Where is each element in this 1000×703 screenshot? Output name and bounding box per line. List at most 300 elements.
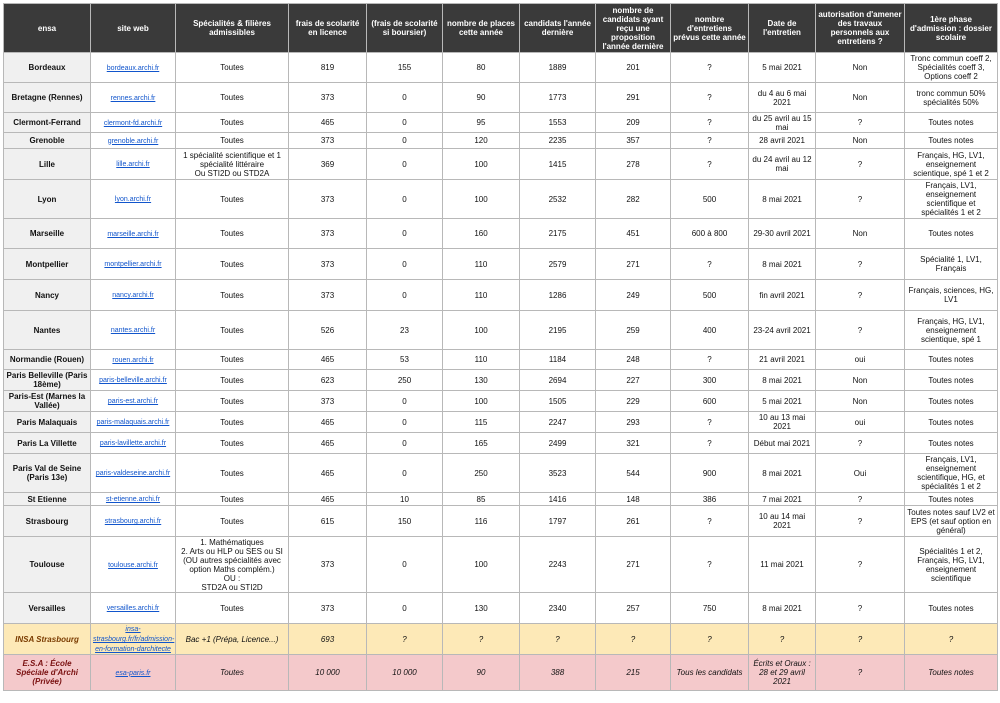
table-cell: 2532	[520, 180, 596, 219]
table-cell: ?	[596, 624, 671, 655]
table-cell: 130	[443, 593, 520, 624]
school-name: Normandie (Rouen)	[4, 350, 91, 370]
table-cell: ?	[816, 433, 905, 454]
table-cell: Toutes	[176, 280, 289, 311]
table-cell: 11 mai 2021	[749, 537, 816, 593]
table-cell: 248	[596, 350, 671, 370]
table-row	[4, 53, 998, 83]
table-cell: 465	[289, 493, 367, 506]
school-name: E.S.A : École Spéciale d'Archi (Privée)	[4, 655, 91, 691]
table-cell: 373	[289, 537, 367, 593]
table-cell: 373	[289, 391, 367, 412]
table-cell: 0	[367, 537, 443, 593]
website-link[interactable]: rouen.archi.fr	[112, 356, 154, 364]
table-cell: ?	[816, 655, 905, 691]
website-cell	[91, 454, 176, 493]
table-cell: Toutes	[176, 350, 289, 370]
table-cell: 819	[289, 53, 367, 83]
table-cell: 229	[596, 391, 671, 412]
table-cell: 500	[671, 180, 749, 219]
table-cell: 373	[289, 83, 367, 113]
header-row	[4, 4, 998, 53]
table-cell: 2247	[520, 412, 596, 433]
column-header: (frais de scolarité si boursier)	[367, 4, 443, 53]
table-cell: Toutes	[176, 113, 289, 133]
table-cell: ?	[816, 506, 905, 537]
school-name: Paris Malaquais	[4, 412, 91, 433]
table-cell: tronc commun 50% spécialités 50%	[905, 83, 998, 113]
website-cell	[91, 133, 176, 149]
website-cell	[91, 219, 176, 249]
table-cell: ?	[367, 624, 443, 655]
table-cell: 0	[367, 133, 443, 149]
column-header: autorisation d'amener des travaux personnels aux entretiens ?	[816, 4, 905, 53]
table-cell: ?	[671, 350, 749, 370]
website-link[interactable]: clermont-fd.archi.fr	[103, 119, 163, 127]
table-cell: ?	[816, 624, 905, 655]
table-cell: Toutes notes	[905, 133, 998, 149]
table-cell: 2694	[520, 370, 596, 391]
table-cell: 53	[367, 350, 443, 370]
table-cell: Français, HG, LV1, enseignement scientique, spé 1	[905, 311, 998, 350]
table-cell: 10	[367, 493, 443, 506]
table-cell: Toutes	[176, 655, 289, 691]
school-name: Clermont-Ferrand	[4, 113, 91, 133]
website-cell	[91, 412, 176, 433]
website-cell	[91, 350, 176, 370]
website-link[interactable]: paris-belleville.archi.fr	[99, 377, 167, 384]
table-cell: 1. Mathématiques 2. Arts ou HLP ou SES ou SI (OU autres spécialités avec option Maths complém.) OU : STD2A ou STI2D	[176, 537, 289, 593]
table-cell: 0	[367, 180, 443, 219]
table-cell: 2243	[520, 537, 596, 593]
table-cell: 85	[443, 493, 520, 506]
table-cell: 271	[596, 537, 671, 593]
table-cell: Français, sciences, HG, LV1	[905, 280, 998, 311]
school-name: Grenoble	[4, 133, 91, 149]
table-cell: 544	[596, 454, 671, 493]
school-name: Lille	[4, 149, 91, 180]
table-cell: 2235	[520, 133, 596, 149]
table-cell: 0	[367, 83, 443, 113]
table-cell: 321	[596, 433, 671, 454]
table-cell: 130	[443, 370, 520, 391]
table-cell: Toutes	[176, 180, 289, 219]
table-cell: ?	[816, 280, 905, 311]
table-cell: 3523	[520, 454, 596, 493]
website-link[interactable]: bordeaux.archi.fr	[106, 64, 160, 72]
school-name: Paris Val de Seine (Paris 13e)	[4, 454, 91, 493]
table-cell: Toutes	[176, 133, 289, 149]
table-cell: 259	[596, 311, 671, 350]
table-cell: Toutes notes sauf LV2 et EPS (et sauf option en général)	[905, 506, 998, 537]
school-name: Nantes	[4, 311, 91, 350]
table-cell: Toutes	[176, 433, 289, 454]
table-cell: 100	[443, 537, 520, 593]
table-cell: Toutes notes	[905, 412, 998, 433]
table-cell: Spécialité 1, LV1, Français	[905, 249, 998, 280]
table-cell: 0	[367, 412, 443, 433]
table-cell: Toutes	[176, 391, 289, 412]
website-cell	[91, 370, 176, 391]
table-cell: 373	[289, 180, 367, 219]
table-cell: 23-24 avril 2021	[749, 311, 816, 350]
table-cell: 90	[443, 83, 520, 113]
column-header: 1ère phase d'admission : dossier scolaire	[905, 4, 998, 53]
table-cell: Bac +1 (Prépa, Licence...)	[176, 624, 289, 655]
column-header: nombre d'entretiens prévus cette année	[671, 4, 749, 53]
table-cell: 271	[596, 249, 671, 280]
table-cell: 160	[443, 219, 520, 249]
table-cell: 215	[596, 655, 671, 691]
table-cell: 386	[671, 493, 749, 506]
table-cell: 373	[289, 133, 367, 149]
table-cell: 90	[443, 655, 520, 691]
table-cell: Français, HG, LV1, enseignement scientique, spé 1 et 2	[905, 149, 998, 180]
school-name: St Etienne	[4, 493, 91, 506]
table-cell: Toutes notes	[905, 219, 998, 249]
table-cell: Toutes	[176, 506, 289, 537]
table-cell: 110	[443, 249, 520, 280]
table-cell: 465	[289, 454, 367, 493]
table-cell: ?	[671, 133, 749, 149]
table-cell: 600	[671, 391, 749, 412]
website-link[interactable]: lille.archi.fr	[116, 161, 150, 168]
table-cell: 8 mai 2021	[749, 180, 816, 219]
website-link[interactable]: paris-malaquais.archi.fr	[96, 419, 170, 426]
table-cell: 95	[443, 113, 520, 133]
table-cell: ?	[671, 537, 749, 593]
table-cell: ?	[816, 180, 905, 219]
website-link[interactable]: esa-paris.fr	[115, 669, 151, 677]
website-cell	[91, 149, 176, 180]
table-cell: 261	[596, 506, 671, 537]
table-cell: Toutes	[176, 493, 289, 506]
table-cell: Toutes notes	[905, 593, 998, 624]
table-cell: Tous les candidats	[671, 655, 749, 691]
table-cell: 148	[596, 493, 671, 506]
column-header: Spécialités & filières admissibles	[176, 4, 289, 53]
school-name: Lyon	[4, 180, 91, 219]
column-header: Date de l'entretien	[749, 4, 816, 53]
table-cell: 80	[443, 53, 520, 83]
table-cell: 5 mai 2021	[749, 391, 816, 412]
table-cell: 0	[367, 280, 443, 311]
table-cell: 155	[367, 53, 443, 83]
table-cell: du 4 au 6 mai 2021	[749, 83, 816, 113]
table-cell: Toutes	[176, 454, 289, 493]
table-cell: 693	[289, 624, 367, 655]
table-cell: 373	[289, 593, 367, 624]
school-name: Paris Belleville (Paris 18ème)	[4, 370, 91, 391]
school-name: Bordeaux	[4, 53, 91, 83]
school-name: Strasbourg	[4, 506, 91, 537]
table-cell: 465	[289, 113, 367, 133]
table-cell: ?	[671, 624, 749, 655]
table-cell: 100	[443, 391, 520, 412]
table-cell: ?	[905, 624, 998, 655]
table-cell: fin avril 2021	[749, 280, 816, 311]
table-row	[4, 113, 998, 133]
table-cell: 8 mai 2021	[749, 370, 816, 391]
table-cell: 282	[596, 180, 671, 219]
table-row	[4, 249, 998, 280]
table-cell: Toutes notes	[905, 113, 998, 133]
table-cell: 2175	[520, 219, 596, 249]
table-cell: 10 au 13 mai 2021	[749, 412, 816, 433]
table-cell: 1286	[520, 280, 596, 311]
table-cell: ?	[749, 624, 816, 655]
table-cell: du 24 avril au 12 mai	[749, 149, 816, 180]
table-cell: 1553	[520, 113, 596, 133]
table-cell: 465	[289, 350, 367, 370]
table-cell: 23	[367, 311, 443, 350]
table-cell: Non	[816, 391, 905, 412]
table-cell: 1416	[520, 493, 596, 506]
school-name: Paris La Villette	[4, 433, 91, 454]
table-cell: Français, LV1, enseignement scientifique et spécialités 1 et 2	[905, 180, 998, 219]
website-cell	[91, 249, 176, 280]
table-row	[4, 350, 998, 370]
table-cell: Écrits et Oraux : 28 et 29 avril 2021	[749, 655, 816, 691]
table-cell: ?	[816, 113, 905, 133]
website-link[interactable]: paris-lavillette.archi.fr	[99, 440, 167, 447]
column-header: nombre de candidats ayant reçu une proposition l'année dernière	[596, 4, 671, 53]
table-cell: Toutes	[176, 83, 289, 113]
table-cell: 110	[443, 280, 520, 311]
website-link[interactable]: nancy.archi.fr	[112, 292, 154, 299]
table-cell: ?	[671, 113, 749, 133]
table-row	[4, 412, 998, 433]
table-cell: 1 spécialité scientifique et 1 spécialité littéraire Ou STI2D ou STD2A	[176, 149, 289, 180]
table-cell: 227	[596, 370, 671, 391]
website-cell	[91, 83, 176, 113]
table-cell: 465	[289, 433, 367, 454]
table-cell: 250	[367, 370, 443, 391]
table-row	[4, 180, 998, 219]
website-link[interactable]: st-etienne.archi.fr	[105, 496, 161, 503]
table-cell: 250	[443, 454, 520, 493]
table-cell: ?	[816, 493, 905, 506]
school-name: Nancy	[4, 280, 91, 311]
website-cell	[91, 655, 176, 691]
table-cell: 1773	[520, 83, 596, 113]
table-row	[4, 391, 998, 412]
table-cell: Oui	[816, 454, 905, 493]
table-cell: Toutes	[176, 249, 289, 280]
table-cell: ?	[671, 506, 749, 537]
table-cell: 291	[596, 83, 671, 113]
school-name: INSA Strasbourg	[4, 624, 91, 655]
table-cell: 1797	[520, 506, 596, 537]
website-link[interactable]: marseille.archi.fr	[107, 230, 159, 238]
table-cell: Non	[816, 370, 905, 391]
website-link[interactable]: insa-strasbourg.fr/fr/admission-en-formation-darchitecte	[93, 626, 175, 653]
column-header: candidats l'année dernière	[520, 4, 596, 53]
table-row	[4, 624, 998, 655]
school-name: Bretagne (Rennes)	[4, 83, 91, 113]
table-cell: 21 avril 2021	[749, 350, 816, 370]
table-cell: 0	[367, 149, 443, 180]
table-cell: 8 mai 2021	[749, 454, 816, 493]
table-cell: Non	[816, 53, 905, 83]
table-cell: 2340	[520, 593, 596, 624]
table-cell: Non	[816, 83, 905, 113]
table-cell: 278	[596, 149, 671, 180]
table-cell: 369	[289, 149, 367, 180]
column-header: site web	[91, 4, 176, 53]
website-cell	[91, 53, 176, 83]
table-cell: Toutes notes	[905, 391, 998, 412]
table-cell: Spécialités 1 et 2, Français, HG, LV1, enseignement scientifique	[905, 537, 998, 593]
table-cell: ?	[671, 53, 749, 83]
table-cell: 2499	[520, 433, 596, 454]
website-link[interactable]: nantes.archi.fr	[110, 327, 156, 334]
table-cell: 150	[367, 506, 443, 537]
table-cell: 2195	[520, 311, 596, 350]
table-cell: 623	[289, 370, 367, 391]
table-cell: 526	[289, 311, 367, 350]
website-link[interactable]: paris-est.archi.fr	[107, 398, 159, 405]
table-row	[4, 593, 998, 624]
table-cell: Toutes notes	[905, 655, 998, 691]
table-cell: 373	[289, 219, 367, 249]
table-cell: Toutes	[176, 370, 289, 391]
table-cell: 8 mai 2021	[749, 593, 816, 624]
table-cell: Non	[816, 219, 905, 249]
table-cell: 388	[520, 655, 596, 691]
table-cell: 500	[671, 280, 749, 311]
website-cell	[91, 537, 176, 593]
table-cell: Français, LV1, enseignement scientifique, HG, et spécialités 1 et 2	[905, 454, 998, 493]
table-cell: 373	[289, 249, 367, 280]
table-cell: 300	[671, 370, 749, 391]
table-cell: 165	[443, 433, 520, 454]
table-cell: 249	[596, 280, 671, 311]
table-cell: 2579	[520, 249, 596, 280]
table-cell: 0	[367, 593, 443, 624]
table-cell: oui	[816, 412, 905, 433]
school-name: Versailles	[4, 593, 91, 624]
website-cell	[91, 433, 176, 454]
table-cell: Début mai 2021	[749, 433, 816, 454]
website-cell	[91, 180, 176, 219]
website-link[interactable]: montpellier.archi.fr	[104, 261, 162, 268]
table-cell: ?	[816, 537, 905, 593]
website-link[interactable]: rennes.archi.fr	[110, 94, 156, 102]
website-link[interactable]: lyon.archi.fr	[114, 196, 152, 203]
table-row	[4, 433, 998, 454]
table-cell: 373	[289, 280, 367, 311]
table-cell: 750	[671, 593, 749, 624]
table-cell: Toutes notes	[905, 433, 998, 454]
table-cell: 10 000	[367, 655, 443, 691]
table-cell: 1889	[520, 53, 596, 83]
table-cell: 10 au 14 mai 2021	[749, 506, 816, 537]
column-header: nombre de places cette année	[443, 4, 520, 53]
website-cell	[91, 493, 176, 506]
table-cell: Toutes	[176, 53, 289, 83]
table-cell: 120	[443, 133, 520, 149]
table-cell: 116	[443, 506, 520, 537]
table-cell: 0	[367, 454, 443, 493]
table-cell: ?	[671, 83, 749, 113]
table-cell: Toutes	[176, 219, 289, 249]
table-row	[4, 149, 998, 180]
table-cell: Toutes notes	[905, 370, 998, 391]
table-cell: 0	[367, 249, 443, 280]
table-cell: 209	[596, 113, 671, 133]
table-cell: 451	[596, 219, 671, 249]
table-cell: ?	[671, 412, 749, 433]
school-name: Marseille	[4, 219, 91, 249]
table-cell: 100	[443, 311, 520, 350]
table-row	[4, 493, 998, 506]
table-cell: Non	[816, 133, 905, 149]
school-name: Paris-Est (Marnes la Vallée)	[4, 391, 91, 412]
table-cell: 600 à 800	[671, 219, 749, 249]
table-cell: 0	[367, 433, 443, 454]
website-link[interactable]: versailles.archi.fr	[106, 605, 160, 612]
table-cell: Toutes	[176, 593, 289, 624]
table-row	[4, 370, 998, 391]
table-cell: ?	[671, 149, 749, 180]
table-cell: ?	[443, 624, 520, 655]
table-cell: Tronc commun coeff 2, Spécialités coeff 3, Options coeff 2	[905, 53, 998, 83]
table-cell: oui	[816, 350, 905, 370]
table-cell: 400	[671, 311, 749, 350]
table-row	[4, 506, 998, 537]
table-cell: 900	[671, 454, 749, 493]
table-row	[4, 655, 998, 691]
table-cell: 1505	[520, 391, 596, 412]
table-cell: 0	[367, 391, 443, 412]
website-cell	[91, 391, 176, 412]
website-link[interactable]: paris-valdeseine.archi.fr	[95, 470, 171, 477]
table-cell: ?	[816, 311, 905, 350]
table-cell: 115	[443, 412, 520, 433]
table-row	[4, 133, 998, 149]
admissions-table	[3, 3, 998, 691]
table-cell: 201	[596, 53, 671, 83]
table-cell: ?	[520, 624, 596, 655]
table-cell: 10 000	[289, 655, 367, 691]
table-cell: ?	[816, 249, 905, 280]
column-header: ensa	[4, 4, 91, 53]
table-cell: Toutes notes	[905, 350, 998, 370]
table-cell: Toutes notes	[905, 493, 998, 506]
website-link[interactable]: strasbourg.archi.fr	[104, 518, 162, 525]
table-cell: 29-30 avril 2021	[749, 219, 816, 249]
table-row	[4, 537, 998, 593]
website-cell	[91, 506, 176, 537]
table-cell: 615	[289, 506, 367, 537]
table-cell: 5 mai 2021	[749, 53, 816, 83]
table-cell: 0	[367, 219, 443, 249]
table-row	[4, 280, 998, 311]
table-cell: ?	[671, 249, 749, 280]
table-cell: ?	[816, 149, 905, 180]
website-link[interactable]: toulouse.archi.fr	[108, 561, 158, 569]
school-name: Toulouse	[4, 537, 91, 593]
website-cell	[91, 624, 176, 655]
table-cell: ?	[671, 433, 749, 454]
table-cell: ?	[816, 593, 905, 624]
column-header: frais de scolarité en licence	[289, 4, 367, 53]
website-link[interactable]: grenoble.archi.fr	[107, 137, 159, 145]
table-cell: Toutes	[176, 311, 289, 350]
website-cell	[91, 113, 176, 133]
table-cell: 8 mai 2021	[749, 249, 816, 280]
